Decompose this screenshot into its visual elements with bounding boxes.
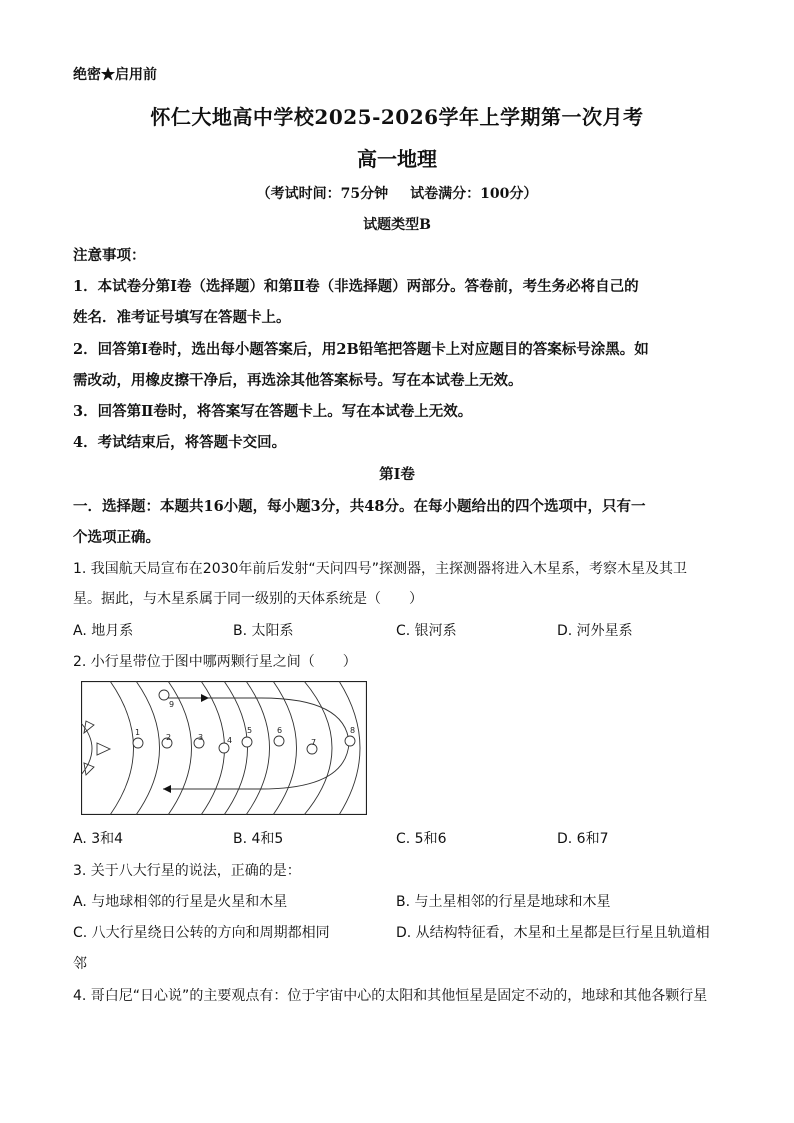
- planet-6: [274, 736, 284, 746]
- notes-heading: 注意事项：: [73, 247, 146, 264]
- notes-line: 4．考试结束后，将答题卡交回。: [73, 434, 287, 451]
- section-instruction: 一．选择题：本题共16小题，每小题3分，共48分。在每小题给出的四个选项中，只有一: [73, 498, 646, 515]
- solar-system-diagram: [81, 681, 367, 815]
- planet-label-5: 5: [247, 726, 253, 735]
- question-4-text: 4. 哥白尼“日心说”的主要观点有：位于宇宙中心的太阳和其他恒星是固定不动的，地球和其他各颗行星: [73, 988, 708, 1004]
- notes-line: 2．回答第Ⅰ卷时，选出每小题答案后，用2B铅笔把答题卡上对应题目的答案标号涂黑。如: [73, 341, 649, 358]
- exam-time: （考试时间：75分钟: [256, 186, 389, 202]
- notes-line: 1．本试卷分第Ⅰ卷（选择题）和第Ⅱ卷（非选择题）两部分。答卷前，考生务必将自己的: [73, 278, 639, 295]
- planet-label-9: 9: [169, 700, 175, 709]
- exam-score: 试卷满分：100分）: [410, 186, 538, 202]
- confidential-mark: 绝密★启用前: [73, 67, 157, 83]
- question-3-text: 3. 关于八大行星的说法，正确的是：: [73, 863, 301, 879]
- question-2-text: 2. 小行星带位于图中哪两颗行星之间（ ）: [73, 654, 357, 670]
- planet-label-7: 7: [311, 738, 317, 747]
- question-1-option-b: B. 太阳系: [233, 623, 294, 639]
- question-1-option-d: D. 河外星系: [557, 623, 633, 639]
- question-2-option-c: C. 5和6: [396, 831, 447, 847]
- volume-heading: 第Ⅰ卷: [379, 466, 415, 483]
- planet-label-4: 4: [227, 736, 233, 745]
- question-1-text-cont: 星。据此，与木星系属于同一级别的天体系统是（ ）: [73, 591, 423, 607]
- subject-title: 高一地理: [357, 147, 437, 171]
- notes-line: 姓名．准考证号填写在答题卡上。: [73, 309, 291, 326]
- section-instruction-cont: 个选项正确。: [73, 529, 160, 546]
- question-2-option-b: B. 4和5: [233, 831, 284, 847]
- question-3-option-b: B. 与土星相邻的行星是地球和木星: [396, 894, 611, 910]
- question-3-option-c: C. 八大行星绕日公转的方向和周期都相同: [73, 925, 330, 941]
- question-3-option-a: A. 与地球相邻的行星是火星和木星: [73, 894, 288, 910]
- planet-label-6: 6: [277, 726, 283, 735]
- planet-label-3: 3: [198, 733, 204, 742]
- planet-8: [345, 736, 355, 746]
- question-1-option-a: A. 地月系: [73, 623, 134, 639]
- planet-label-1: 1: [135, 728, 141, 737]
- exam-info: [0, 183, 794, 203]
- question-3-option-d-cont: 邻: [73, 956, 87, 972]
- planet-5: [242, 737, 252, 747]
- question-3-option-d: D. 从结构特征看，木星和土星都是巨行星且轨道相: [396, 925, 710, 941]
- notes-line: 3．回答第Ⅱ卷时，将答案写在答题卡上。写在本试卷上无效。: [73, 403, 473, 420]
- planet-label-2: 2: [166, 733, 172, 742]
- question-2-option-a: A. 3和4: [73, 831, 124, 847]
- planet-label-8: 8: [350, 726, 356, 735]
- question-2-option-d: D. 6和7: [557, 831, 609, 847]
- exam-title: 怀仁大地高中学校2025-2026学年上学期第一次月考: [150, 105, 644, 129]
- notes-line: 需改动，用橡皮擦干净后，再选涂其他答案标号。写在本试卷上无效。: [73, 372, 523, 389]
- planet-1: [133, 738, 143, 748]
- question-1-text: 1. 我国航天局宣布在2030年前后发射“天问四号”探测器，主探测器将进入木星系，考察木星及其卫: [73, 561, 687, 577]
- planet-9: [159, 690, 169, 700]
- paper-type: 试题类型B: [363, 217, 431, 233]
- question-1-option-c: C. 银河系: [396, 623, 457, 639]
